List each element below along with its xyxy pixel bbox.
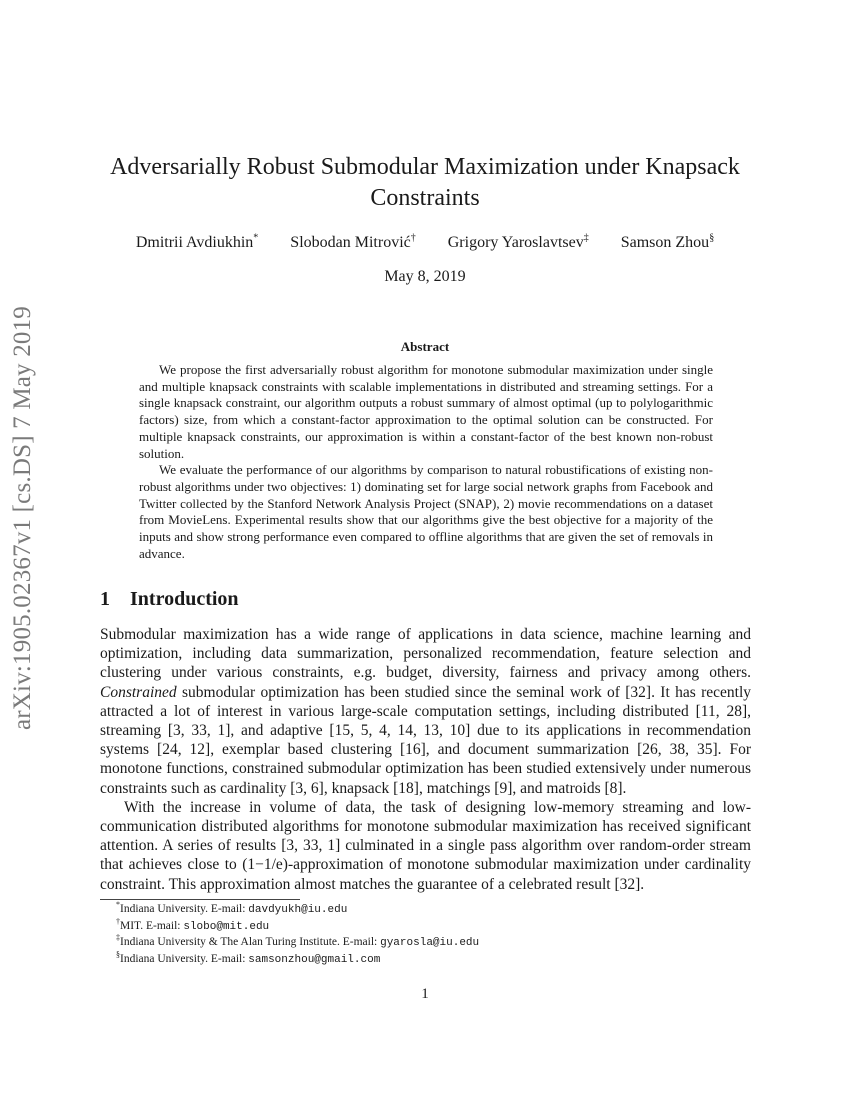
body-paragraph: With the increase in volume of data, the task of designing low-memory streaming and low-communication distributed algorithms for monotone submodular maximization has received significant attention. A series of results [3, 33, 1] culminated in a single pass algorithm over random-order stream that achieves close to (1−1/e)-approximation of monotone submodular maximization under cardinality constraint. This approximation almost matches the guarantee of a celebrated result [32]. bbox=[100, 798, 751, 893]
paper-title-line-1: Adversarially Robust Submodular Maximization under Knapsack bbox=[110, 154, 740, 180]
abstract-body bbox=[139, 362, 713, 562]
footnote-email-link[interactable]: gyarosla@iu.edu bbox=[380, 937, 480, 950]
footnote bbox=[116, 935, 750, 952]
footnotes bbox=[116, 902, 750, 968]
footnote bbox=[116, 949, 750, 969]
footnote bbox=[116, 916, 750, 936]
footnote-email-link[interactable]: samsonzhou@gmail.com bbox=[248, 953, 381, 966]
author bbox=[448, 234, 589, 252]
section-heading bbox=[100, 588, 239, 611]
footnote-text: Indiana University & The Alan Turing Institute. E-mail: bbox=[120, 936, 381, 949]
body-text-run: Submodular maximization has a wide range of applications in data science, machine learning and optimization, including data summarization, personalized recommendation, feature selection and clustering under various constraints, e.g. budget, diversity, fairness and privacy among others. bbox=[100, 626, 751, 682]
section-title: Introduction bbox=[130, 588, 239, 610]
body-paragraph bbox=[100, 625, 751, 798]
footnote-text: Indiana University. E-mail: bbox=[120, 903, 249, 915]
paper-title bbox=[100, 152, 750, 214]
footnote-email-link[interactable]: slobo@mit.edu bbox=[183, 920, 270, 933]
author-footnote-mark[interactable]: ‡ bbox=[583, 232, 589, 244]
footnote bbox=[116, 902, 750, 919]
footnote-email-link[interactable]: davdyukh@iu.edu bbox=[248, 904, 348, 916]
abstract-paragraph: We propose the first adversarially robust algorithm for monotone submodular maximization under single and multiple knapsack constraints with scalable implementations in distributed and streaming settings. For a single knapsack constraint, our algorithm outputs a robust summary of almost optimal (up to polylogarithmic factors) size, from which a constant-factor approximation to the optimal solution can be constructed. For multiple knapsack constraints, our approximation is within a constant-factor of the best known non-robust solution. bbox=[139, 362, 713, 461]
footnote-divider bbox=[100, 899, 300, 900]
introduction-body bbox=[100, 625, 751, 894]
footnote-text: MIT. E-mail: bbox=[120, 919, 184, 932]
author-name: Samson Zhou bbox=[620, 234, 710, 251]
emphasized-text: Constrained bbox=[100, 683, 177, 701]
footnote-text: Indiana University. E-mail: bbox=[120, 952, 249, 965]
abstract-paragraph: We evaluate the performance of our algorithms by comparison to natural robustifications of existing non-robust algorithms under two objectives: 1) dominating set for large social network graphs from Facebook and Twitter collected by the Stanford Network Analysis Project (SNAP), 2) movie recommendations on a dataset from MovieLens. Experimental results show that our algorithms give the best objective for a majority of the inputs and show strong performance even compared to offline algorithms that are given the set of removals in advance. bbox=[139, 462, 713, 561]
abstract-heading: Abstract bbox=[400, 339, 450, 354]
author-footnote-mark[interactable]: § bbox=[709, 232, 715, 244]
arxiv-identifier-stamp bbox=[0, 295, 46, 740]
publication-date: May 8, 2019 bbox=[384, 268, 466, 285]
author-list bbox=[90, 234, 760, 252]
footnote-mark: § bbox=[116, 949, 120, 959]
page-number: 1 bbox=[421, 986, 429, 1002]
arxiv-identifier-text: arXiv:1905.02367v1 [cs.DS] 7 May 2019 bbox=[9, 305, 36, 730]
author bbox=[136, 234, 258, 252]
author-footnote-mark[interactable]: * bbox=[253, 232, 259, 244]
footnote-mark: * bbox=[116, 900, 120, 910]
author-name: Slobodan Mitrović bbox=[290, 234, 411, 251]
section-number: 1 bbox=[100, 588, 110, 610]
footnote-mark: † bbox=[116, 916, 120, 926]
body-text-run: submodular optimization has been studied since the seminal work of [32]. It has recently attracted a lot of interest in various large-scale computation settings, including distributed [11, 28], streaming [3, 33, 1], and adaptive [15, 5, 4, 14, 13, 10] due to its applications in recommendation systems [24, 12], exemplar based clustering [16], and document summarization [26, 38, 35]. For monotone functions, constrained submodular optimization has been studied extensively under numerous constraints such as cardinality [3, 6], knapsack [18], matchings [9], and matroids [8]. bbox=[100, 683, 751, 797]
paper-title-line-2: Constraints bbox=[370, 185, 480, 211]
author-name: Dmitrii Avdiukhin bbox=[135, 234, 254, 251]
footnote-mark: ‡ bbox=[116, 933, 120, 943]
author-footnote-mark[interactable]: † bbox=[410, 232, 416, 244]
author bbox=[290, 234, 415, 252]
author bbox=[621, 234, 714, 252]
author-name: Grigory Yaroslavtsev bbox=[447, 234, 584, 251]
